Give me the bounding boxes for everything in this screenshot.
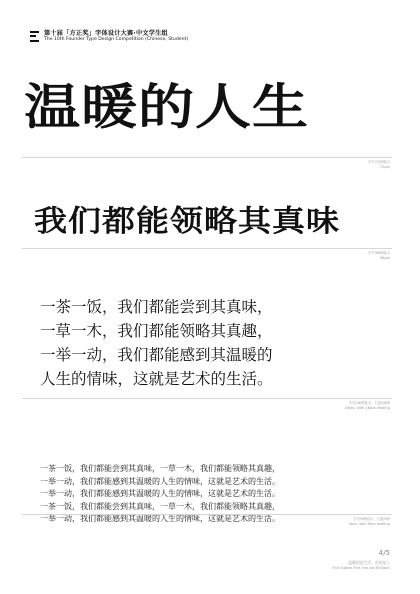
paragraph-specimen (40, 295, 273, 391)
divider (22, 398, 392, 399)
display-specimen: 温暖的人生 (24, 79, 309, 136)
small-line: 一茶一饭，我们都能尝到其真味，一草一木，我们都能领略其真趣， (40, 464, 280, 473)
footer-en: The Subtle Fire can be Brilliant (331, 565, 390, 571)
caption-en: 18pts, with 18pts leading (344, 405, 390, 410)
caption-en: 9pts, with 9pts leading (348, 521, 390, 526)
caption-cn: 字号36磅展示 (367, 251, 390, 255)
line-specimen: 我们都能领略其真味 (34, 203, 340, 239)
competition-subtitle: The 10th Founder Type Design Competition (Chinese, Student) (44, 37, 189, 43)
footer (332, 560, 390, 570)
competition-title: 第十届「方正奖」字体设计大赛·中文学生组 (44, 30, 168, 37)
caption-cn: 字号9磅展示，行距9磅 (353, 517, 390, 521)
caption-cn: 字号18磅展示，行距18磅 (348, 401, 390, 405)
competition-header (30, 30, 188, 42)
line-caption (367, 251, 390, 261)
divider (22, 514, 392, 515)
paragraph-caption (344, 401, 390, 411)
footer-cn: 温暖的是生活，苦的是人 (348, 560, 390, 565)
paragraph-line: 人生的情味，这就是艺术的生活。 (40, 370, 273, 388)
divider (22, 248, 392, 249)
caption-en: 36pts (379, 255, 390, 260)
small-caption (349, 517, 390, 527)
small-text-specimen (40, 463, 280, 526)
divider (22, 157, 392, 158)
caption-cn: 字号72磅展示 (367, 160, 390, 164)
small-line: 一茶一饭，我们都能尝到其真味，一草一木，我们都能领略其真趣， (40, 501, 280, 511)
paragraph-line: 一草一木，我们都能领略其真趣， (40, 322, 273, 340)
caption-en: 72pts (379, 164, 390, 169)
page-number: 4/5 (378, 549, 390, 557)
founder-logo-icon (30, 31, 39, 42)
display-caption (367, 160, 390, 170)
small-line: 一举一动，我们都能感到其温暖的人生的情味，这就是艺术的生活。 (40, 489, 280, 499)
paragraph-line: 一茶一饭，我们都能尝到其真味， (40, 298, 273, 316)
small-line: 一举一动，我们都能感到其温暖的人生的情味，这就是艺术的生活。 (40, 476, 280, 486)
paragraph-line: 一举一动，我们都能感到其温暖的 (40, 346, 273, 364)
small-line: 一举一动，我们都能感到其温暖的人生的情味，这就是艺术的生活。 (40, 514, 280, 524)
